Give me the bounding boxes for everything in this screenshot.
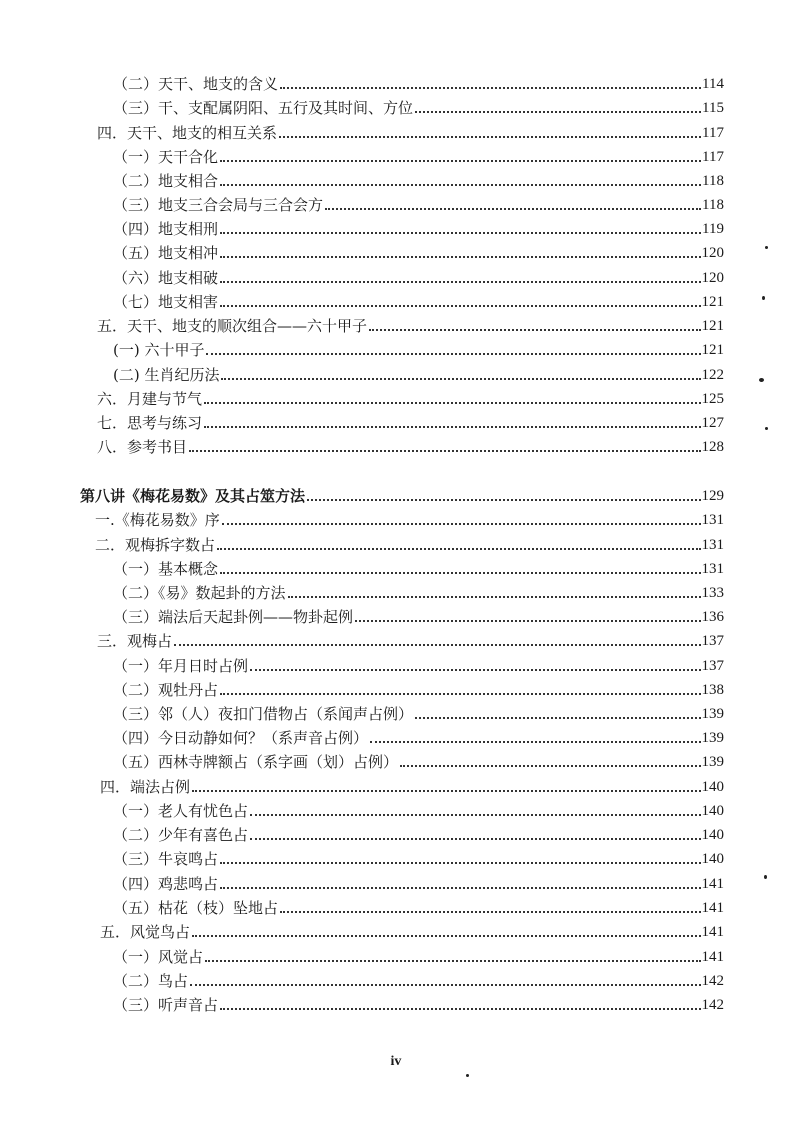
toc-entry-title: 四．天干、地支的相互关系	[97, 124, 278, 142]
dot-leader	[204, 426, 700, 428]
toc-entry-page: 121	[701, 294, 724, 310]
dot-leader	[307, 499, 700, 501]
toc-section-entry	[97, 388, 724, 410]
toc-section-entry	[97, 122, 724, 144]
toc-entry-page: 129	[701, 488, 724, 504]
toc-entry-page: 127	[701, 415, 724, 431]
toc-entry-title: （三）邻（人）夜扣门借物占（系闻声占例）	[113, 705, 414, 723]
toc-entry	[113, 800, 724, 822]
toc-entry-title: （二）鸟占	[113, 972, 189, 990]
scan-speck	[762, 296, 765, 300]
toc-entry-title: (二) 生肖纪历法	[113, 366, 220, 384]
toc-entry-title: 五．风觉鸟占	[100, 923, 191, 941]
toc-entry-page: 133	[701, 585, 724, 601]
toc-entry-title: 二．观梅拆字数占	[95, 536, 216, 554]
toc-entry-title: （二）天干、地支的含义	[113, 75, 279, 93]
scan-speck	[765, 427, 768, 430]
toc-entry-title: 三．观梅占	[97, 632, 173, 650]
toc-section-entry	[95, 509, 724, 531]
toc-section-entry	[97, 315, 724, 337]
toc-entry	[113, 267, 724, 289]
toc-entry-page: 139	[701, 706, 724, 722]
dot-leader	[217, 548, 700, 550]
dot-leader	[220, 572, 700, 574]
toc-entry-page: 137	[701, 658, 724, 674]
toc-entry	[113, 364, 724, 386]
toc-entry	[113, 146, 724, 168]
toc-entry-title: 一.《梅花易数》序	[95, 511, 220, 529]
toc-entry-page: 141	[701, 900, 724, 916]
toc-entry-page: 142	[701, 997, 724, 1013]
toc-entry-page: 128	[701, 439, 724, 455]
dot-leader	[204, 402, 700, 404]
dot-leader	[415, 717, 700, 719]
toc-entry-page: 141	[701, 924, 724, 940]
toc-entry-title: （一）天干合化	[113, 148, 219, 166]
toc-entry-page: 119	[702, 221, 724, 237]
toc-entry-page: 118	[702, 173, 724, 189]
toc-entry	[113, 655, 724, 677]
toc-entry	[113, 703, 724, 725]
dot-leader	[190, 984, 700, 986]
toc-entry-page: 136	[701, 609, 724, 625]
dot-leader	[250, 838, 700, 840]
toc-entry-title: （三）干、支配属阴阳、五行及其时间、方位	[113, 99, 414, 117]
toc-entry-title: （二）《易》数起卦的方法	[113, 584, 286, 602]
toc-entry-page: 131	[701, 512, 724, 528]
toc-entry	[113, 994, 724, 1016]
toc-entry-page: 115	[702, 100, 724, 116]
dot-leader	[220, 184, 701, 186]
toc-entry-page: 140	[701, 779, 724, 795]
dot-leader	[220, 862, 700, 864]
toc-entry	[113, 242, 724, 264]
toc-entry-title: （二）少年有喜色占	[113, 826, 249, 844]
toc-entry-page: 140	[701, 827, 724, 843]
toc-chapter-title: 第八讲《梅花易数》及其占筮方法	[80, 487, 306, 505]
toc-entry-title: （二）地支相合	[113, 172, 219, 190]
toc-entry	[113, 873, 724, 895]
dot-leader	[220, 256, 700, 258]
toc-entry-page: 141	[701, 876, 724, 892]
toc-entry-title: （一）老人有忧色占	[113, 802, 249, 820]
toc-entry-page: 117	[702, 125, 724, 141]
dot-leader	[220, 693, 700, 695]
toc-entry-page: 139	[701, 730, 724, 746]
scan-speck	[759, 378, 764, 382]
toc-entry-page: 114	[702, 76, 724, 92]
toc-entry	[113, 848, 724, 870]
dot-leader	[288, 596, 701, 598]
toc-entry-page: 137	[701, 633, 724, 649]
toc-entry	[113, 751, 724, 773]
page-number-footer: iv	[390, 1054, 402, 1069]
toc-entry-page: 118	[702, 197, 724, 213]
toc-entry	[113, 897, 724, 919]
toc-entry	[113, 727, 724, 749]
dot-leader	[189, 450, 700, 452]
toc-entry	[113, 291, 724, 313]
toc-entry-page: 131	[701, 537, 724, 553]
toc-entry-page: 117	[702, 149, 724, 165]
toc-entry-page: 142	[701, 973, 724, 989]
toc-entry-title: (一) 六十甲子	[113, 341, 205, 359]
toc-entry	[113, 946, 724, 968]
toc-entry-title: （六）地支相破	[113, 269, 219, 287]
toc-entry	[113, 824, 724, 846]
dot-leader	[220, 160, 701, 162]
toc-entry-title: （三）端法后天起卦例——物卦起例	[113, 608, 354, 626]
toc-entry-title: （五）西林寺牌额占（系字画（划）占例）	[113, 753, 399, 771]
toc-entry-title: 七．思考与练习	[97, 414, 203, 432]
dot-leader	[205, 960, 700, 962]
toc-entry-title: （三）地支三合会局与三合会方	[113, 196, 324, 214]
toc-entry-page: 121	[701, 318, 724, 334]
toc-entry-title: （三）听声音占	[113, 996, 219, 1014]
toc-entry-title: （二）观牡丹占	[113, 681, 219, 699]
scan-speck	[765, 246, 768, 249]
toc-entry-title: （四）今日动静如何？（系声音占例）	[113, 729, 369, 747]
scan-speck	[764, 875, 767, 879]
toc-section-entry	[97, 436, 724, 458]
toc-entry-page: 121	[701, 342, 724, 358]
dot-leader	[192, 935, 700, 937]
toc-section-entry	[100, 921, 724, 943]
toc-entry	[113, 558, 724, 580]
toc-entry	[113, 582, 724, 604]
toc-entry-page: 120	[701, 270, 724, 286]
dot-leader	[206, 353, 700, 355]
toc-entry-title: （一）基本概念	[113, 560, 219, 578]
toc-entry-page: 125	[701, 391, 724, 407]
dot-leader	[222, 523, 701, 525]
toc-entry-title: 六．月建与节气	[97, 390, 203, 408]
dot-leader	[250, 669, 700, 671]
toc-entry-title: （一）年月日时占例	[113, 657, 249, 675]
toc-entry-title: （四）鸡悲鸣占	[113, 875, 219, 893]
toc-entry-title: （五）地支相冲	[113, 244, 219, 262]
toc-entry	[113, 218, 724, 240]
toc-entry-page: 122	[701, 367, 724, 383]
toc-entry	[113, 339, 724, 361]
toc-entry-title: （五）枯花（枝）坠地占	[113, 899, 279, 917]
dot-leader	[220, 887, 700, 889]
dot-leader	[355, 620, 700, 622]
toc-section-entry	[97, 630, 724, 652]
dot-leader	[174, 644, 700, 646]
dot-leader	[220, 281, 700, 283]
dot-leader	[325, 208, 701, 210]
toc-entry-title: （一）风觉占	[113, 948, 204, 966]
toc-entry-page: 140	[701, 803, 724, 819]
dot-leader	[279, 136, 701, 138]
dot-leader	[220, 305, 700, 307]
toc-entry-page: 139	[701, 754, 724, 770]
toc-section-entry	[97, 412, 724, 434]
toc-entry	[113, 970, 724, 992]
toc-entry-title: （三）牛哀鸣占	[113, 850, 219, 868]
dot-leader	[415, 111, 701, 113]
toc-entry-title: （四）地支相刑	[113, 220, 219, 238]
toc-entry-title: 四．端法占例	[100, 778, 191, 796]
toc-entry	[113, 73, 724, 95]
dot-leader	[280, 87, 701, 89]
dot-leader	[280, 911, 700, 913]
dot-leader	[400, 765, 700, 767]
toc-entry	[113, 170, 724, 192]
dot-leader	[369, 329, 700, 331]
toc-entry	[113, 194, 724, 216]
toc-entry-page: 140	[701, 851, 724, 867]
dot-leader	[192, 790, 700, 792]
toc-entry	[113, 606, 724, 628]
toc-chapter-entry	[80, 485, 724, 507]
toc-section-entry	[95, 534, 724, 556]
dot-leader	[370, 741, 700, 743]
toc-entry	[113, 679, 724, 701]
toc-entry-page: 131	[701, 561, 724, 577]
dot-leader	[220, 232, 701, 234]
toc-entry	[113, 97, 724, 119]
toc-entry-title: 八．参考书目	[97, 438, 188, 456]
toc-section-entry	[100, 776, 724, 798]
toc-entry-title: （七）地支相害	[113, 293, 219, 311]
toc-entry-page: 138	[701, 682, 724, 698]
toc-entry-title: 五．天干、地支的顺次组合——六十甲子	[97, 317, 368, 335]
scan-speck	[466, 1074, 469, 1077]
toc-entry-page: 120	[701, 245, 724, 261]
toc-entry-page: 141	[701, 949, 724, 965]
dot-leader	[250, 814, 700, 816]
dot-leader	[221, 378, 700, 380]
dot-leader	[220, 1008, 700, 1010]
